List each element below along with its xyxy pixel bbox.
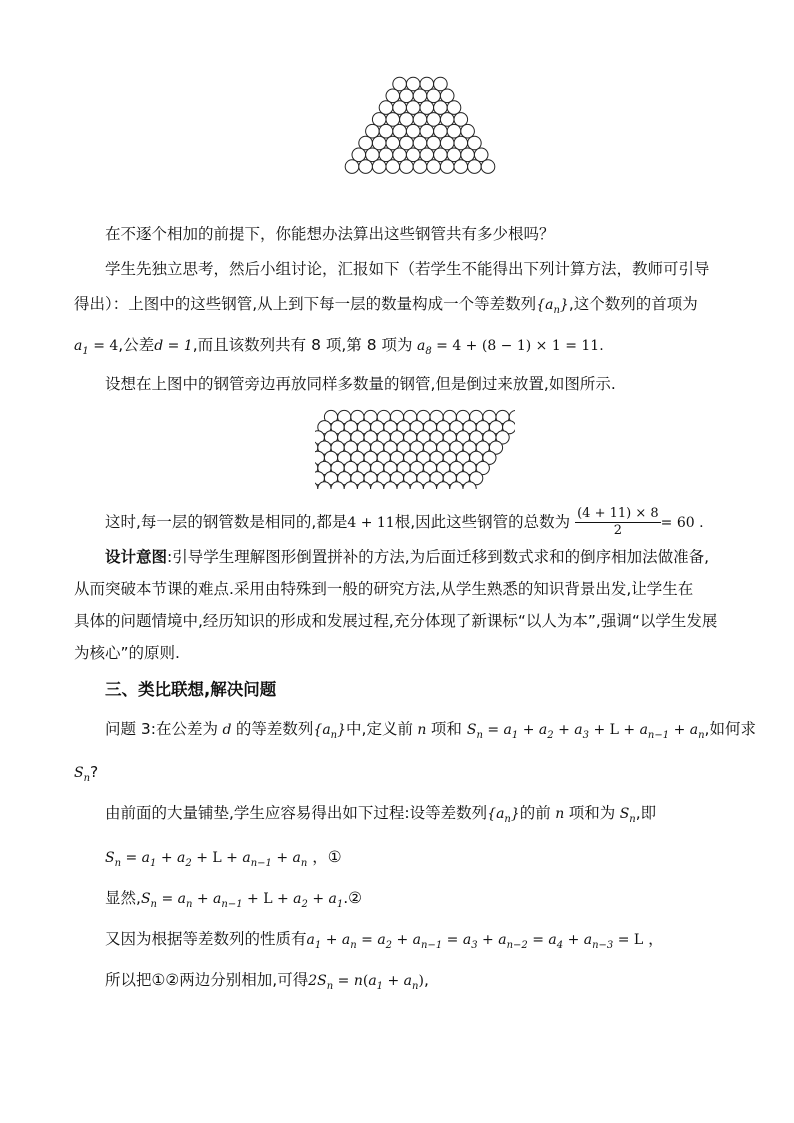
pipe-circle [474,148,488,162]
pipe-circle [440,136,454,150]
pipe-circle [420,124,434,138]
design-intent-3: 具体的问题情境中,经历知识的形成和发展过程,充分体现了新课标“以人为本”,强调“以学生发展 [74,612,718,630]
pipe-circle [468,136,482,150]
pipe-circle [427,113,441,127]
math-a1: $a_1 = 4$ [74,338,119,357]
pipe-circle [379,101,393,115]
pipe-circle [359,136,373,150]
pipe-circle [420,101,434,115]
pipe-circle [454,136,468,150]
paragraph-discussion-2: 得出）：上图中的这些钢管,从上到下每一层的数量构成一个等差数列$\{a_n\}$,这个数列的首项为 [74,295,698,316]
pipe-circle [461,124,475,138]
pipe-circle [427,89,441,103]
pipe-circle [379,148,393,162]
pipe-circle [454,113,468,127]
pipe-circle [420,148,434,162]
pipe-circle [427,160,441,174]
equation-2: 显然$,S_n = a_n + a_{n-1} + L + a_2$ + $a_1.②$ [105,889,363,910]
pipe-circle [393,124,407,138]
equation-3: 又因为根据等差数列的性质有$a_1 + a_n = a_2 + a_{n-1} = a_3 + a_{n-2} = a_4 + a_{n-3} = L$ ， [105,930,664,951]
pipe-circle [359,160,373,174]
pipe-circle [434,124,448,138]
question-3-tail: $S_n$? [74,763,99,784]
pipe-circle [454,160,468,174]
pipe-circle [440,89,454,103]
pipe-circle [406,77,420,91]
pipe-circle [413,113,427,127]
design-intent-1: 设计意图:引导学生理解图形倒置拼补的方法,为后面迁移到数式求和的倒序相加法做准备, [105,548,710,566]
pipe-circle [393,101,407,115]
pipe-circle [372,113,386,127]
pipe-circle [372,160,386,174]
pipe-circle [434,148,448,162]
pipe-circle [440,113,454,127]
pipe-trapezoid-figure [320,76,520,216]
design-intent-2: 从而突破本节课的难点.采用由特殊到一般的研究方法,从学生熟悉的知识背景出发,让学生在 [74,580,694,598]
pipe-circle [413,160,427,174]
paragraph-discussion-3: $a_1 = 4$,公差d = 1,而且该数列共有 8 项,第 8 项为 $a_8 = 4 + (8 - 1) \times 1 = 11$. [74,336,604,357]
math-d: d = 1 [154,338,193,354]
equation-1: $S_n = a_1 + a_2 + L + a_{n-1} + a_n$ ，① [105,848,342,869]
pipe-circle [434,101,448,115]
pipe-circle [386,89,400,103]
pipe-circle [468,160,482,174]
pipe-circle [400,136,414,150]
pipe-circle [372,136,386,150]
pipe-circle [434,77,448,91]
pipe-circle [366,124,380,138]
pipe-circle [481,160,495,174]
pipe-circle [386,160,400,174]
paragraph-invert: 设想在上图中的钢管旁边再放同样多数量的钢管,但是倒过来放置,如图所示. [105,375,616,393]
question-3: 问题 3:在公差为 d 的等差数列$\{a_n\}$中,定义前 n 项和 $S_n = a_1 + a_2 + a_3 + L + a_{n-1} + a_n$,如何求 [105,720,756,741]
pipe-circle [400,89,414,103]
paragraph-question: 在不逐个相加的前提下，你能想办法算出这些钢管共有多少根吗？ [105,225,555,243]
math-a8: $a_8 = 4 + (8 - 1) \times 1 = 11$. [412,338,604,357]
pipe-circle [461,148,475,162]
paragraph-derivation: 由前面的大量铺垫,学生应容易得出如下过程:设等差数列$\{a_n\}$的前 n 项和为 $S_n$,即 [105,804,657,825]
pipe-circle [379,124,393,138]
section-title: 三、类比联想,解决问题 [105,680,277,699]
pipe-circle [406,148,420,162]
paragraph-discussion-1: 学生先独立思考，然后小组讨论，汇报如下（若学生不能得出下列计算方法，教师可引导 [105,260,710,278]
pipe-circle [447,101,461,115]
pipe-parallelogram-figure [315,409,515,489]
design-intent-4: 为核心”的原则. [74,644,180,662]
pipe-circle [447,124,461,138]
pipe-circle [366,148,380,162]
pipe-circle [400,160,414,174]
equation-4: 所以把①②两边分别相加,可得$2S_n = n(a_1 + a_n)$, [105,971,429,992]
pipe-circle [400,113,414,127]
pipe-circle [345,160,359,174]
pipe-circle [386,136,400,150]
pipe-circle [440,160,454,174]
paragraph-total: 这时,每一层的钢管数是相同的,都是4 + 11根,因此这些钢管的总数为 $\frac{(4 + 11) \times 8}{2}$ = 60 . [105,506,704,538]
pipe-circle [406,101,420,115]
seq-an: $\{a_n\}$ [536,297,569,316]
pipe-circle [447,148,461,162]
pipe-circle [386,113,400,127]
total-fraction: $\frac{(4 + 11) \times 8}{2}$ [577,506,659,538]
math-sum: 4 + 11 [347,515,395,531]
pipe-circle [393,77,407,91]
pipe-circle [427,136,441,150]
pipe-circle [406,124,420,138]
pipe-circle [393,148,407,162]
pipe-circle [420,77,434,91]
pipe-circle [413,89,427,103]
pipe-circle [352,148,366,162]
pipe-circle [413,136,427,150]
